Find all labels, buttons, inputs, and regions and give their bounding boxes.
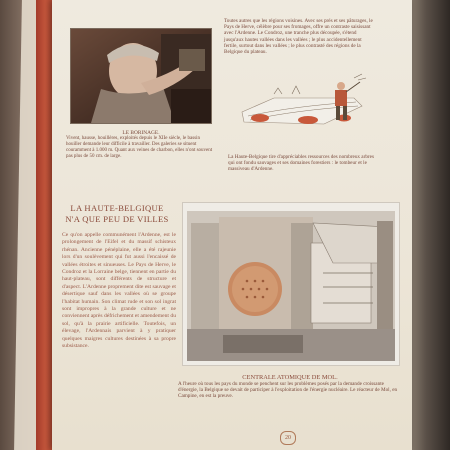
heading-line-2: N'A QUE PEU DE VILLES [65,214,169,224]
reactor-illustration [183,203,399,365]
body-text: Ce qu'on appelle communément l'Ardenne, est le prolongement de l'Eifel et du massif schisteux rhénan. Ancienne pénéplaine, elle a été rajeunie lors d'un soulèvement qui fut aussi l'encaissé de vallées étroites et sinueuses. Le Pays de Herve, le Condroz et la Lorraine belge, tiennent en partie du haut-plateau, sont différents de structure et d'aspect. L'Ardenne proprement dite est sauvage et désertique sauf dans les vallées où se groupe l'habitat humain. Son climat rude et son sol ingrat sont impropres à la grande culture et ne conviennent après défrichement et amendement du sol, qu'à la prairie artificielle. Toutefois, un élevage, l'Ardennais parvient à y pratiquer quelques maigres cultures destinées à sa propre subsistance. [62,232,176,350]
forest-caption: La Haute-Belgique tire d'appréciables ressources des nombreux arbres qui ont fondu sauvages et ses domaines forestiers : le tombeur et le massiveau d'Ardenne. [228,154,374,173]
page-number: 20 [280,431,296,445]
reactor-photo [182,202,400,366]
section-heading [58,203,176,225]
woodcutter-illustration [234,72,369,132]
miner-caption-title: LE BORINAGE. [122,130,160,136]
reactor-caption [178,375,402,399]
heading-line-1: LA HAUTE-BELGIQUE [70,203,164,213]
reactor-caption-title: CENTRALE ATOMIQUE DE MOL. [242,374,338,381]
miner-photo [70,28,212,124]
miner-caption [66,130,216,160]
book-edge-right [410,0,450,450]
album-page [52,0,412,450]
miner-caption-text: Vivent, hausse, houillères, exploités depuis le XIIe siècle, le bassin houiller demande leur difficile à travailler. Des galeries se situent couramment à 1.000 m. Quant aux veines de charbon, elles n'ont souvent pas plus de 50 cm. de large. [66,136,213,159]
reactor-caption-text: A l'heure où tous les pays du monde se penchent sur les problèmes posés par la demande croissante d'énergie, la Belgique se devait de participer à l'exploitation de l'énergie nucléaire. Le réacteur de Mol, en Campine, en est la preuve. [178,381,398,399]
intro-paragraph: Toutes autres que les régions voisines. Avec ses prés et ses pâturages, le Pays de Herve, célèbre pour ses fromages, offre un contraste saisissant avec l'Ardenne. Le Condroz, une tranche plus découpée, s'étend jusqu'aux hautes vallées dans les vallées ; le plus accidentellement fertile, surtout dans les vallées ; le plus contrasté des régions de la Belgique du plateau. [224,18,373,56]
miner-illustration [71,29,211,123]
forest-drawing [234,72,369,132]
